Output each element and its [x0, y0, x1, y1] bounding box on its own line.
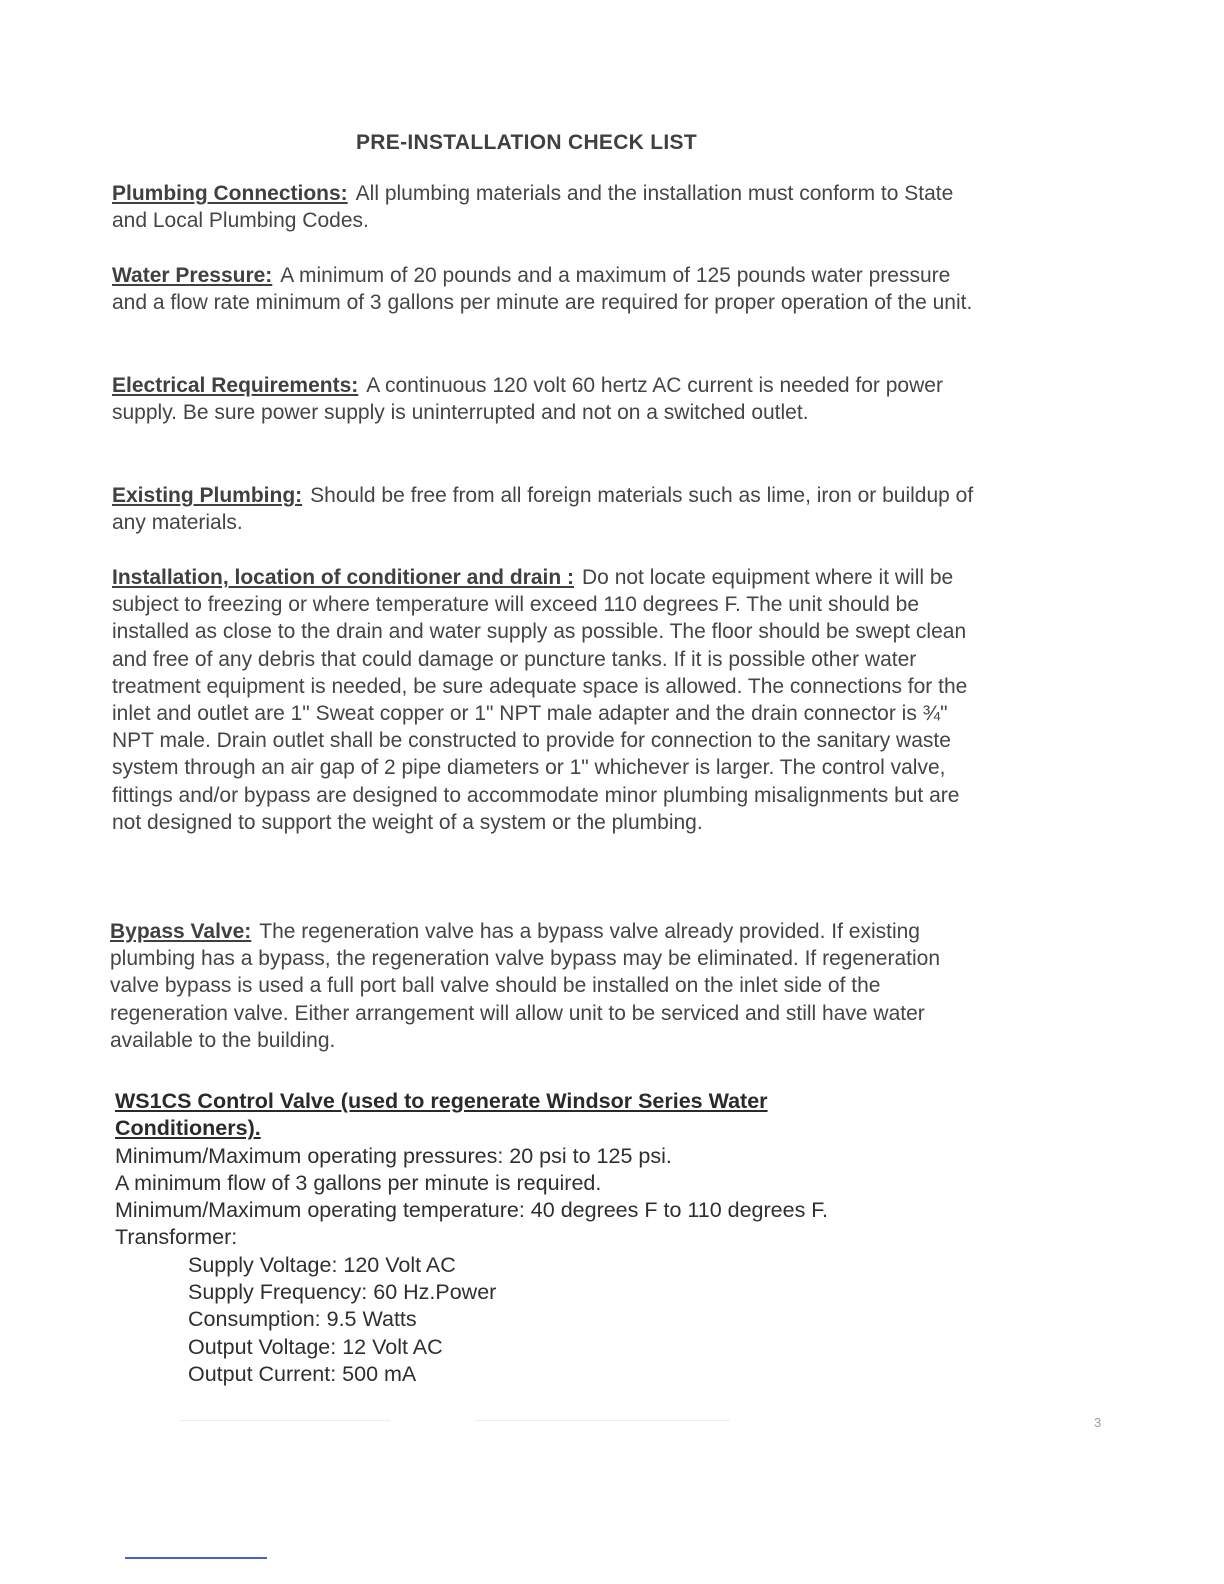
section-body: A continuous 120 volt 60 hertz AC current is needed for power supply. Be sure power supply is uninterrupted and not on a switched outlet. — [112, 374, 943, 425]
bottom-blue-rule — [125, 1557, 267, 1559]
section-installation-location — [112, 564, 987, 836]
spec-line-flow: A minimum flow of 3 gallons per minute is required. — [115, 1170, 602, 1195]
transformer-consumption: Consumption: 9.5 Watts — [188, 1307, 417, 1332]
section-body: A minimum of 20 pounds and a maximum of 125 pounds water pressure and a flow rate minimum of 3 gallons per minute are required for proper operation of the unit. — [112, 264, 973, 315]
footer-rule-right — [475, 1420, 730, 1421]
section-electrical-requirements — [112, 372, 982, 426]
transformer-supply-voltage: Supply Voltage: 120 Volt AC — [188, 1252, 456, 1277]
section-heading: Water Pressure: — [112, 264, 273, 287]
spec-line-pressure: Minimum/Maximum operating pressures: 20 psi to 125 psi. — [115, 1143, 672, 1168]
section-heading: Electrical Requirements: — [112, 374, 359, 397]
spec-line-transformer: Transformer: — [115, 1225, 238, 1250]
section-bypass-valve — [110, 918, 980, 1054]
transformer-output-voltage: Output Voltage: 12 Volt AC — [188, 1334, 443, 1359]
section-body: All plumbing materials and the installation must conform to State and Local Plumbing Codes. — [112, 182, 954, 233]
section-heading: Installation, location of conditioner and drain : — [112, 566, 575, 589]
section-body: Should be free from all foreign materials such as lime, iron or buildup of any materials. — [112, 484, 974, 535]
section-body: The regeneration valve has a bypass valve already provided. If existing plumbing has a bypass, the regeneration valve bypass may be eliminated. If regeneration valve bypass is used a full port ball valve should be installed on the inlet side of the regeneration valve. Either arrangement will allow unit to be serviced and still have water available to the building. — [110, 920, 940, 1052]
transformer-output-current: Output Current: 500 mA — [188, 1361, 417, 1386]
section-heading: Bypass Valve: — [110, 920, 252, 943]
control-valve-heading-cont: Conditioners). — [115, 1116, 261, 1141]
section-heading: Existing Plumbing: — [112, 484, 303, 507]
page-title: PRE-INSTALLATION CHECK LIST — [356, 131, 697, 154]
control-valve-heading: WS1CS Control Valve (used to regenerate Windsor Series Water — [115, 1089, 768, 1113]
page-number: 3 — [1094, 1415, 1102, 1430]
footer-rule-left — [180, 1420, 390, 1421]
section-body: Do not locate equipment where it will be subject to freezing or where temperature will exceed 110 degrees F. The unit should be installed as close to the drain and water supply as possible. The floor should be swept clean and free of any debris that could damage or puncture tanks. If it is possible other water treatment equipment is needed, be sure adequate space is allowed. The connections for the inlet and outlet are 1" Sweat copper or 1" NPT male adapter and the drain connector is ¾" NPT male. Drain outlet shall be constructed to provide for connection to the sanitary waste system through an air gap of 2 pipe diameters or 1" whichever is larger. The control valve, fittings and/or bypass are designed to accommodate minor plumbing misalignments but are not designed to support the weight of a system or the plumbing. — [112, 566, 968, 834]
section-water-pressure — [112, 262, 982, 316]
section-plumbing-connections — [112, 180, 982, 234]
transformer-supply-frequency: Supply Frequency: 60 Hz.Power — [188, 1280, 497, 1305]
control-valve-specs — [115, 1088, 995, 1388]
spec-line-temperature: Minimum/Maximum operating temperature: 40 degrees F to 110 degrees F. — [115, 1198, 829, 1223]
section-existing-plumbing — [112, 482, 982, 536]
section-heading: Plumbing Connections: — [112, 182, 348, 205]
